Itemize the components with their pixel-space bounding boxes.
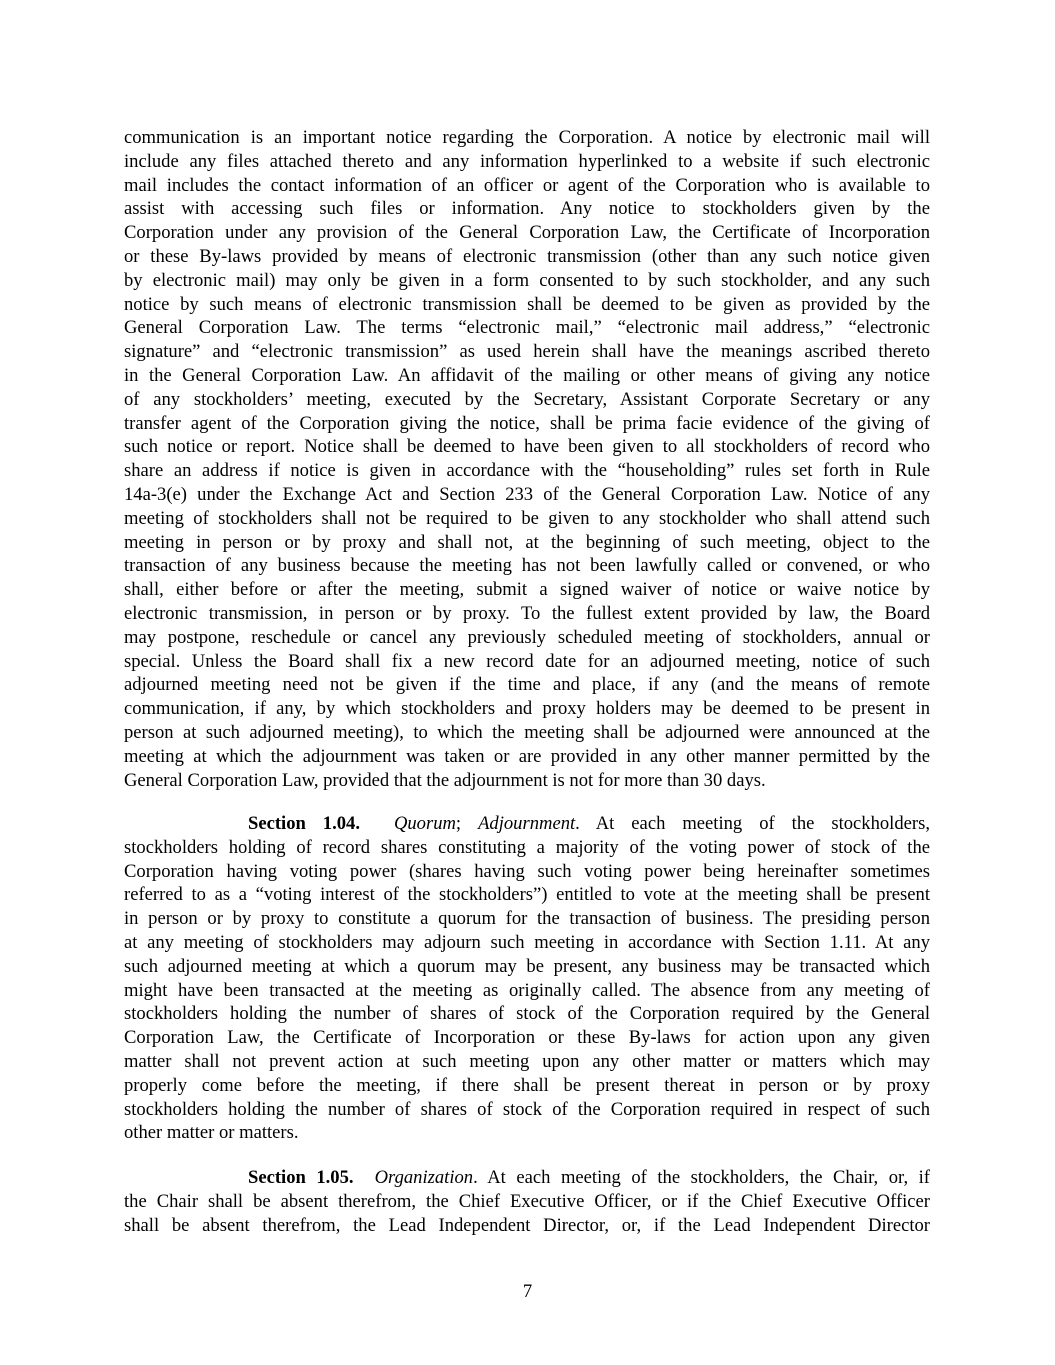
text-line: may postpone, reschedule or cancel any previously scheduled meeting of stockholders, annual or	[124, 626, 930, 648]
text-line: mail includes the contact information of an officer or agent of the Corporation who is available to	[124, 174, 930, 196]
text-line: assist with accessing such files or information. Any notice to stockholders given by the	[124, 198, 930, 220]
title-separator: ;	[455, 813, 462, 834]
text-line: stockholders holding the number of shares of stock of the Corporation required in respect of such	[124, 1098, 930, 1120]
text-line: electronic transmission, in person or by proxy. To the fullest extent provided by law, the Board	[124, 602, 930, 624]
text-line: other matter or matters.	[124, 1122, 299, 1144]
paragraph-notice-continued	[124, 126, 930, 792]
section-1-05-organization	[124, 1166, 930, 1237]
text-line: at any meeting of stockholders may adjourn such meeting in accordance with Section 1.11. At any	[124, 931, 930, 953]
text-line: transfer agent of the Corporation giving the notice, shall be prima facie evidence of the giving of	[124, 412, 930, 434]
text-line: signature” and “electronic transmission” as used herein shall have the meanings ascribed thereto	[124, 341, 930, 363]
text-line: General Corporation Law. The terms “electronic mail,” “electronic mail address,” “electronic	[124, 317, 930, 339]
text-line: might have been transacted at the meeting as originally called. The absence from any meeting of	[124, 979, 930, 1001]
heading-line-text: . At each meeting of the stockholders,	[575, 813, 930, 834]
text-line: special. Unless the Board shall fix a new record date for an adjourned meeting, notice of such	[124, 650, 930, 672]
text-line: share an address if notice is given in accordance with the “householding” rules set forth in Rule	[124, 460, 930, 482]
text-line: properly come before the meeting, if there shall be present thereat in person or by proxy	[124, 1074, 930, 1096]
section-number: Section 1.05.	[248, 1167, 354, 1188]
section-heading-line	[124, 1166, 930, 1190]
section-1-04-quorum-adjournment	[124, 812, 930, 1145]
text-line: include any files attached thereto and any information hyperlinked to a website if such electronic	[124, 150, 930, 172]
text-line: communication, if any, by which stockholders and proxy holders may be deemed to be present in	[124, 698, 930, 720]
text-line: of any stockholders’ meeting, executed by the Secretary, Assistant Corporate Secretary or any	[124, 388, 930, 410]
section-title: Organization	[374, 1167, 474, 1188]
text-line: matter shall not prevent action at such meeting upon any other matter or matters which may	[124, 1050, 930, 1072]
text-line: shall be absent therefrom, the Lead Independent Director, or, if the Lead Independent Director	[124, 1214, 930, 1236]
text-line: person at such adjourned meeting), to which the meeting shall be adjourned were announced at the	[124, 721, 930, 743]
text-line: in person or by proxy to constitute a quorum for the transaction of business. The presiding person	[124, 908, 930, 930]
section-heading-line	[124, 812, 930, 836]
text-line: Corporation Law, the Certificate of Incorporation or these By-laws for action upon any given	[124, 1027, 930, 1049]
text-line: transaction of any business because the meeting has not been lawfully called or convened, or who	[124, 555, 930, 577]
text-line: such adjourned meeting at which a quorum may be present, any business may be transacted which	[124, 955, 930, 977]
text-line: stockholders holding the number of shares of stock of the Corporation required by the General	[124, 1003, 930, 1025]
text-line: referred to as a “voting interest of the stockholders”) entitled to vote at the meeting shall be present	[124, 884, 930, 906]
text-line: shall, either before or after the meeting, submit a signed waiver of notice or waive notice by	[124, 579, 930, 601]
text-line: stockholders holding of record shares constituting a majority of the voting power of stock of the	[124, 836, 930, 858]
text-line: meeting at which the adjournment was taken or are provided in any other manner permitted by the	[124, 745, 930, 767]
text-line: 14a-3(e) under the Exchange Act and Section 233 of the General Corporation Law. Notice of any	[124, 483, 930, 505]
heading-line-text: . At each meeting of the stockholders, the Chair, or, if	[473, 1167, 931, 1188]
text-line: notice by such means of electronic transmission shall be deemed to be given as provided by the	[124, 293, 930, 315]
section-number: Section 1.04.	[248, 813, 360, 834]
section-title: Quorum	[393, 813, 456, 834]
text-line: adjourned meeting need not be given if the time and place, if any (and the means of remote	[124, 674, 930, 696]
text-line: meeting of stockholders shall not be required to be given to any stockholder who shall attend such	[124, 507, 930, 529]
text-line: communication is an important notice regarding the Corporation. A notice by electronic mail will	[124, 127, 930, 148]
text-line: such notice or report. Notice shall be deemed to have been given to all stockholders of record who	[124, 436, 930, 458]
page-number: 7	[522, 1281, 533, 1302]
text-line: meeting in person or by proxy and shall not, at the beginning of such meeting, object to the	[124, 531, 930, 553]
text-line: or these By-laws provided by means of electronic transmission (other than any such notice given	[124, 245, 930, 267]
text-line: the Chair shall be absent therefrom, the Chief Executive Officer, or if the Chief Executive Officer	[124, 1190, 930, 1212]
text-line: General Corporation Law, provided that the adjournment is not for more than 30 days.	[124, 769, 766, 791]
text-line: by electronic mail) may only be given in a form consented to by such stockholder, and any such	[124, 269, 930, 291]
section-title: Adjournment	[478, 813, 576, 834]
text-line: in the General Corporation Law. An affidavit of the mailing or other means of giving any notice	[124, 364, 930, 386]
text-line: Corporation under any provision of the General Corporation Law, the Certificate of Incorporation	[124, 222, 930, 244]
text-line: Corporation having voting power (shares having such voting power being hereinafter sometimes	[124, 860, 930, 882]
